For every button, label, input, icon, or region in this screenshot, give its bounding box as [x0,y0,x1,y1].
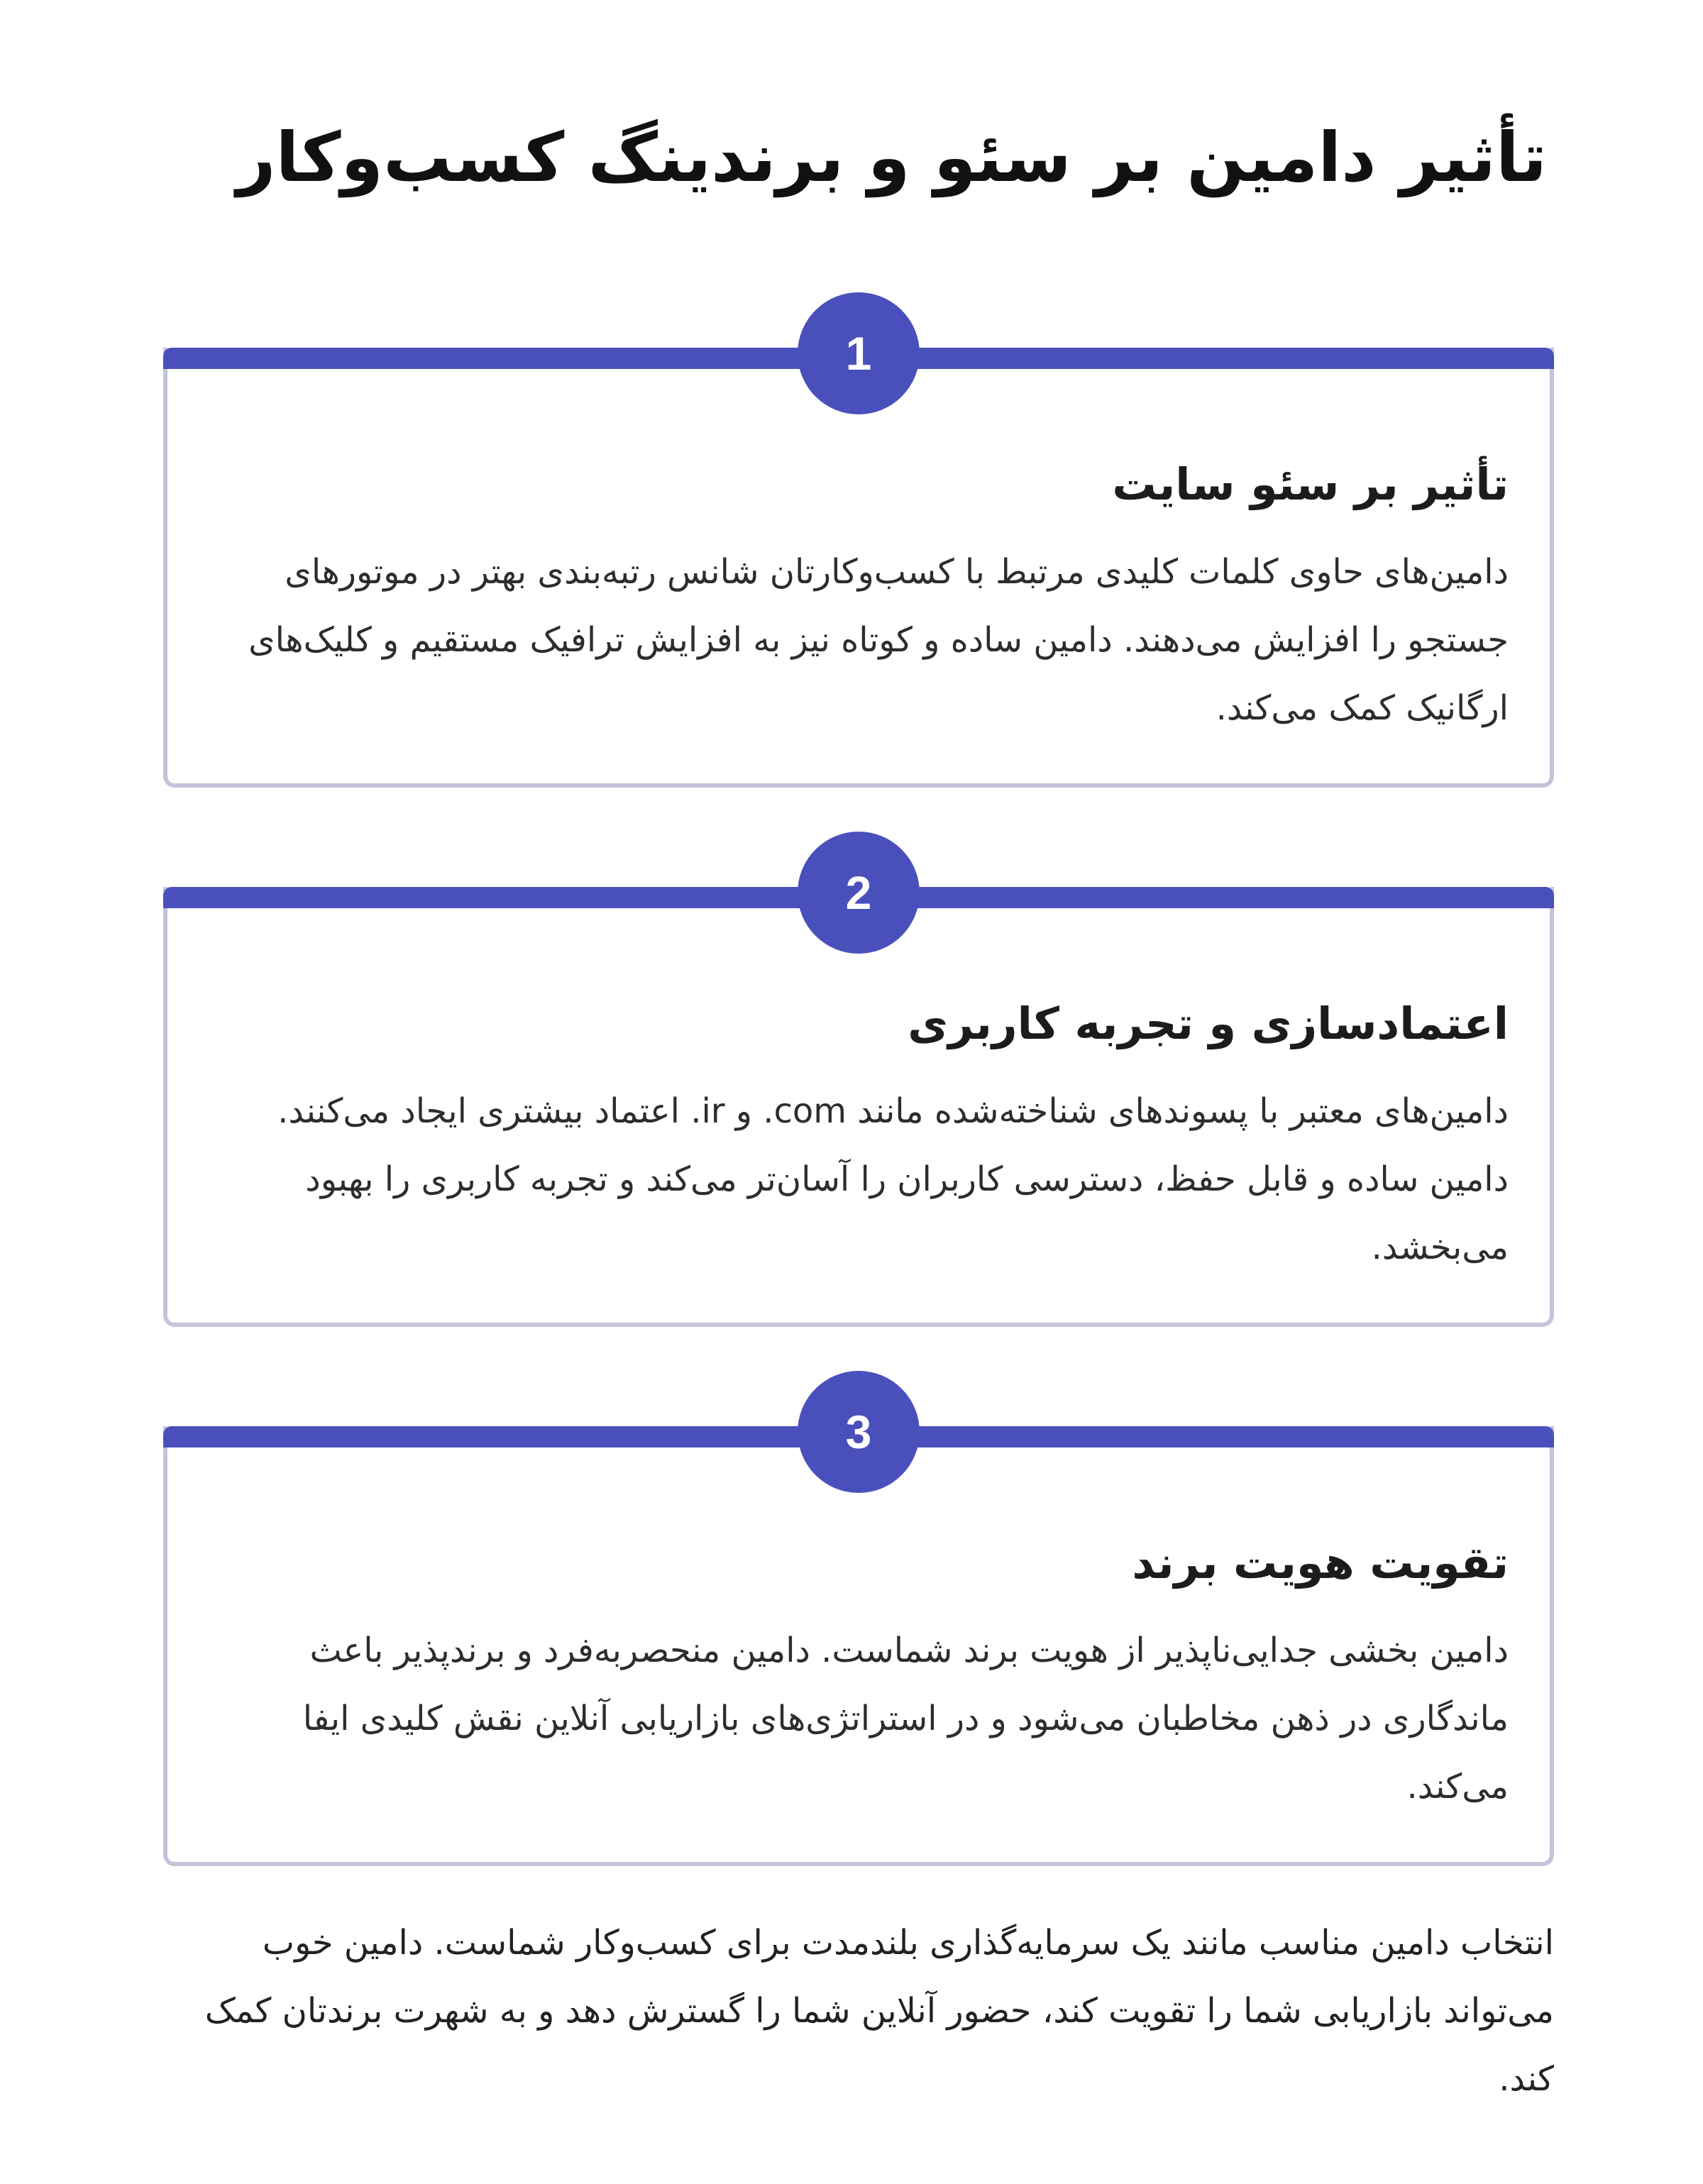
card-number-badge: 3 [798,1371,920,1493]
card-text: دامین‌های معتبر با پسوندهای شناخته‌شده مانند ‎.com‎ و ‎.ir‎ اعتماد بیشتری ایجاد می‌کنند. دامین ساده و قابل حفظ، دسترسی کاربران را آسان‌تر می‌کند و تجربه کاربری را بهبود می‌بخشد. [277,1091,1509,1267]
card-text: دامین‌های حاوی کلمات کلیدی مرتبط با کسب‌وکارتان شانس رتبه‌بندی بهتر در موتورهای جستجو را افزایش می‌دهند. دامین ساده و کوتاه نیز به افزایش ترافیک مستقیم و کلیک‌های ارگانیک کمک می‌کند. [248,552,1509,728]
card-number-badge: 2 [798,832,920,954]
card-text: دامین بخشی جدایی‌ناپذیر از هویت برند شماست. دامین منحصربه‌فرد و برندپذیر باعث ماندگاری در ذهن مخاطبان می‌شود و در استراتژی‌های بازاریابی آنلاین نقش کلیدی ایفا می‌کند. [302,1631,1509,1807]
card-number-badge: 1 [798,292,920,414]
card-title: تقویت هویت برند [1132,1537,1509,1589]
page-title: تأثیر دامین بر سئو و برندینگ کسب‌وکار [236,118,1547,197]
card-title: اعتمادسازی و تجربه کاربری [908,998,1509,1049]
card-seo [163,327,1554,788]
card-title: تأثیر بر سئو سایت [1112,458,1509,510]
footer-paragraph: انتخاب دامین مناسب مانند یک سرمایه‌گذاری بلندمدت برای کسب‌وکار شماست. دامین خوب می‌تواند بازاریابی شما را تقویت کند، حضور آنلاین شما را گسترش دهد و به شهرت برندتان کمک کند. [204,1923,1554,2099]
card-brand-identity [163,1406,1554,1866]
card-trust-ux [163,866,1554,1327]
